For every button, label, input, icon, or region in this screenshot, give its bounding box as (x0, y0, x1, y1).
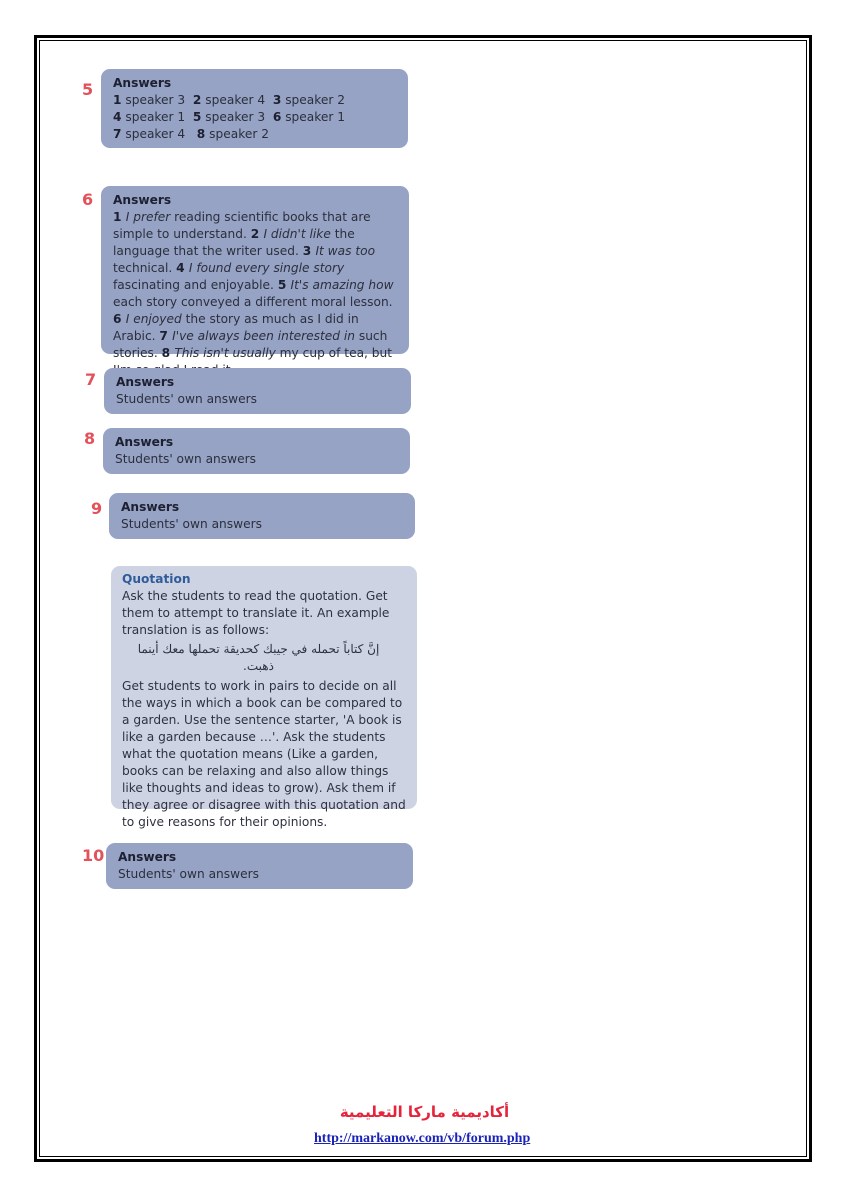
answer-number: 5 (277, 278, 291, 292)
answer-text: speaker 1 (281, 110, 346, 124)
answers-body: Students' own answers (121, 517, 262, 531)
answers-box-6 (101, 186, 409, 360)
answer-phrase: This isn't usually (174, 346, 276, 360)
answers-body: Students' own answers (116, 392, 257, 406)
answer-number: 5 (192, 110, 202, 124)
answer-text: the language that the writer used. (113, 227, 355, 258)
answer-text: technical. (113, 261, 177, 275)
answer-line (113, 109, 398, 126)
answers-box-7 (104, 368, 411, 414)
answer-number: 1 (113, 93, 122, 107)
answer-number: 8 (161, 346, 175, 360)
answers-title: Answers (116, 375, 175, 389)
answers-box-9 (109, 493, 415, 539)
answer-number: 7 (159, 329, 173, 343)
answer-number: 1 (113, 210, 126, 224)
answer-text: speaker 4 (201, 93, 273, 107)
answers-title: Answers (113, 76, 172, 90)
quotation-box (111, 566, 417, 830)
answer-text: speaker 2 (281, 93, 346, 107)
academy-name: أكاديمية ماركا التعليمية (339, 1103, 510, 1121)
answer-text: my cup of tea, but (279, 346, 393, 360)
answers-body: Students' own answers (118, 867, 259, 881)
answer-number: 2 (250, 227, 264, 241)
answer-phrase: I didn't like (263, 227, 331, 241)
exercise-number-6: 6 (82, 190, 94, 209)
quotation-title: Quotation (122, 572, 191, 586)
answer-number: 7 (113, 127, 122, 141)
answer-phrase: I found every single story (188, 261, 345, 275)
answers-body: Students' own answers (115, 452, 256, 466)
answer-number: 2 (192, 93, 202, 107)
quotation-body: Get students to work in pairs to decide on all the ways in which a book can be compared to a garden. Use the sentence starter, 'A book is like a garden because …'. Ask the students what the quotation means (Like a garden, books can be relaxing and also allow things like thoughts and ideas to grow). Ask them if they agree or disagree with this quotation and to give reasons for their opinions. (122, 678, 406, 830)
answer-number: 3 (302, 244, 316, 258)
answer-number: 4 (176, 261, 189, 275)
answer-text: each story conveyed a different moral lesson. (113, 295, 393, 309)
answer-text: speaker 2 (205, 127, 269, 141)
exercise-number-7: 7 (85, 370, 97, 389)
answer-text: speaker 4 (121, 127, 197, 141)
answer-text: speaker 3 (121, 93, 193, 107)
answer-phrase: It's amazing how (290, 278, 394, 292)
answers-box-10 (106, 843, 413, 889)
answers-5-lines (113, 92, 398, 143)
answer-text: the story as much as I did in Arabic. (113, 312, 359, 343)
answers-title: Answers (118, 850, 177, 864)
answer-number: 6 (113, 312, 126, 326)
quotation-arabic: إنَّ كتاباً تحمله في جيبك كحديقة تحملها معك أينما ذهبت. (137, 642, 380, 674)
answer-text: speaker 3 (201, 110, 273, 124)
answers-box-5 (101, 69, 408, 148)
answer-line (113, 92, 398, 109)
answer-number: 3 (272, 93, 282, 107)
answer-line (113, 126, 398, 143)
exercise-number-10: 10 (82, 846, 105, 865)
answer-phrase: It was too (315, 244, 376, 258)
exercise-number-8: 8 (84, 429, 96, 448)
answer-phrase: I prefer (125, 210, 171, 224)
answer-text: such stories. (113, 329, 388, 360)
answers-box-8 (103, 428, 410, 474)
answer-text: speaker 1 (121, 110, 193, 124)
exercise-number-5: 5 (82, 80, 94, 99)
exercise-number-9: 9 (91, 499, 103, 518)
answer-text: fascinating and enjoyable. (113, 278, 278, 292)
answer-text: reading scientific books that are simple to understand. (113, 210, 371, 241)
answer-phrase: I enjoyed (125, 312, 182, 326)
quotation-intro: Ask the students to read the quotation. Get them to attempt to translate it. An example translation is as follows: (122, 589, 390, 638)
answer-number: 8 (196, 127, 206, 141)
answer-phrase: I've always been interested in (172, 329, 355, 343)
answer-number: 4 (113, 110, 122, 124)
answers-title: Answers (121, 500, 180, 514)
answers-title: Answers (115, 435, 174, 449)
answers-title: Answers (113, 193, 172, 207)
answer-number: 6 (272, 110, 282, 124)
forum-link[interactable]: http://markanow.com/vb/forum.php (314, 1131, 531, 1146)
answers-6-text (113, 209, 399, 379)
